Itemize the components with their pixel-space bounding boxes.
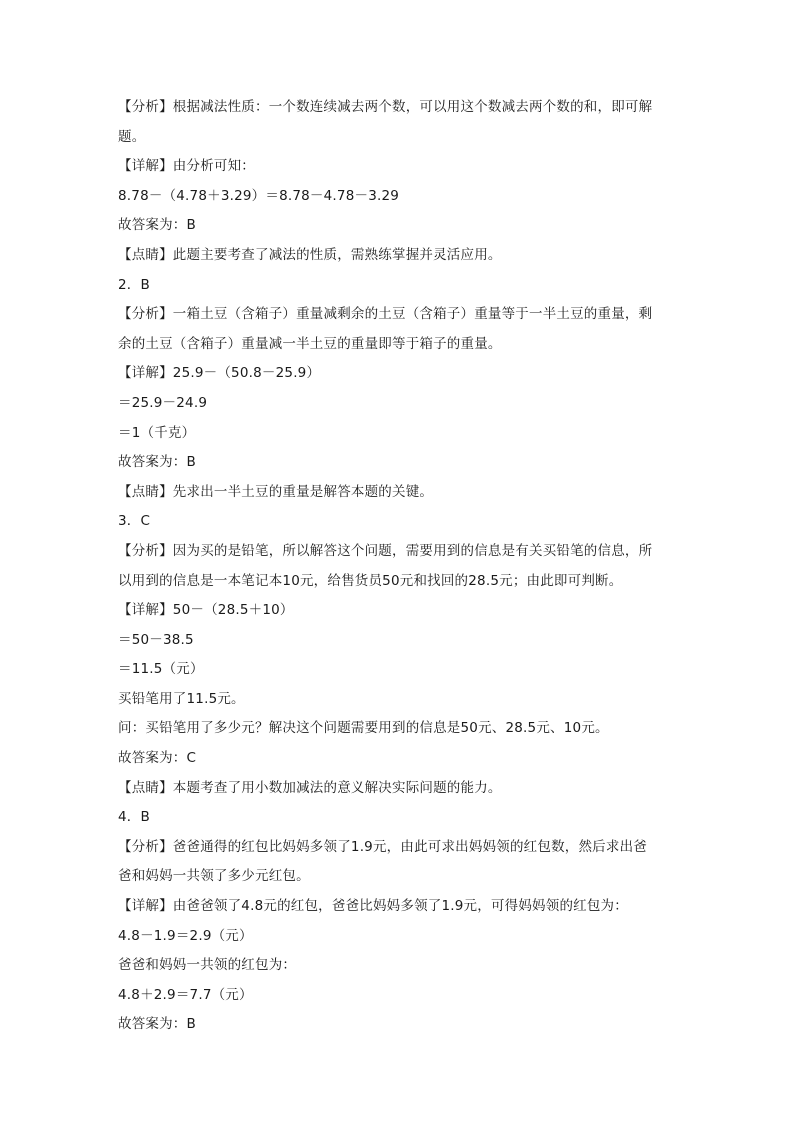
question-number: 2．B: [118, 276, 150, 293]
text-line: 题。: [118, 128, 146, 145]
text-line: 【点睛】此题主要考查了减法的性质，需熟练掌握并灵活应用。: [118, 246, 502, 263]
text-line: 4.8＋2.9＝7.7（元）: [118, 986, 253, 1003]
text-line: ＝1（千克）: [118, 424, 196, 441]
text-line: 【分析】一箱土豆（含箱子）重量减剩余的土豆（含箱子）重量等于一半土豆的重量，剩: [118, 306, 653, 323]
question-number: 4．B: [118, 809, 150, 826]
text-line: ＝11.5（元）: [118, 661, 204, 678]
text-line: 【详解】25.9－（50.8－25.9）: [118, 365, 321, 382]
text-line: ＝25.9－24.9: [118, 394, 208, 411]
text-line: 问：买铅笔用了多少元？解决这个问题需要用到的信息是50元、28.5元、10元。: [118, 720, 609, 737]
text-line: 【详解】由分析可知：: [118, 158, 255, 175]
text-line: ＝50－38.5: [118, 631, 194, 648]
text-line: 【点睛】本题考查了用小数加减法的意义解决实际问题的能力。: [118, 779, 502, 796]
text-line: 以用到的信息是一本笔记本10元，给售货员50元和找回的28.5元；由此即可判断。: [118, 572, 623, 589]
text-line: 【分析】因为买的是铅笔，所以解答这个问题，需要用到的信息是有关买铅笔的信息，所: [118, 542, 653, 559]
text-line: 4.8－1.9＝2.9（元）: [118, 927, 253, 944]
text-line: 【点睛】先求出一半土豆的重量是解答本题的关键。: [118, 483, 434, 500]
text-line: 8.78－（4.78＋3.29）＝8.78－4.78－3.29: [118, 187, 400, 204]
text-line: 【分析】根据减法性质：一个数连续减去两个数，可以用这个数减去两个数的和，即可解: [118, 99, 653, 115]
text-line: 故答案为：C: [118, 750, 197, 767]
text-line: 故答案为：B: [118, 217, 196, 234]
question-number: 3．C: [118, 513, 151, 530]
text-line: 【详解】50－（28.5＋10）: [118, 602, 294, 619]
text-line: 故答案为：B: [118, 454, 196, 471]
text-line: 爸爸和妈妈一共领的红包为：: [118, 957, 297, 974]
text-line: 【分析】爸爸通得的红包比妈妈多领了1.9元，由此可求出妈妈领的红包数，然后求出爸: [118, 838, 647, 855]
text-line: 爸和妈妈一共领了多少元红包。: [118, 868, 310, 885]
text-line: 买铅笔用了11.5元。: [118, 690, 245, 707]
text-line: 故答案为：B: [118, 1016, 196, 1033]
answer-text-block: [118, 93, 688, 1040]
text-line: 【详解】由爸爸领了4.8元的红包，爸爸比妈妈多领了1.9元，可得妈妈领的红包为：: [118, 898, 628, 915]
text-line: 余的土豆（含箱子）重量减一半土豆的重量即等于箱子的重量。: [118, 335, 502, 352]
